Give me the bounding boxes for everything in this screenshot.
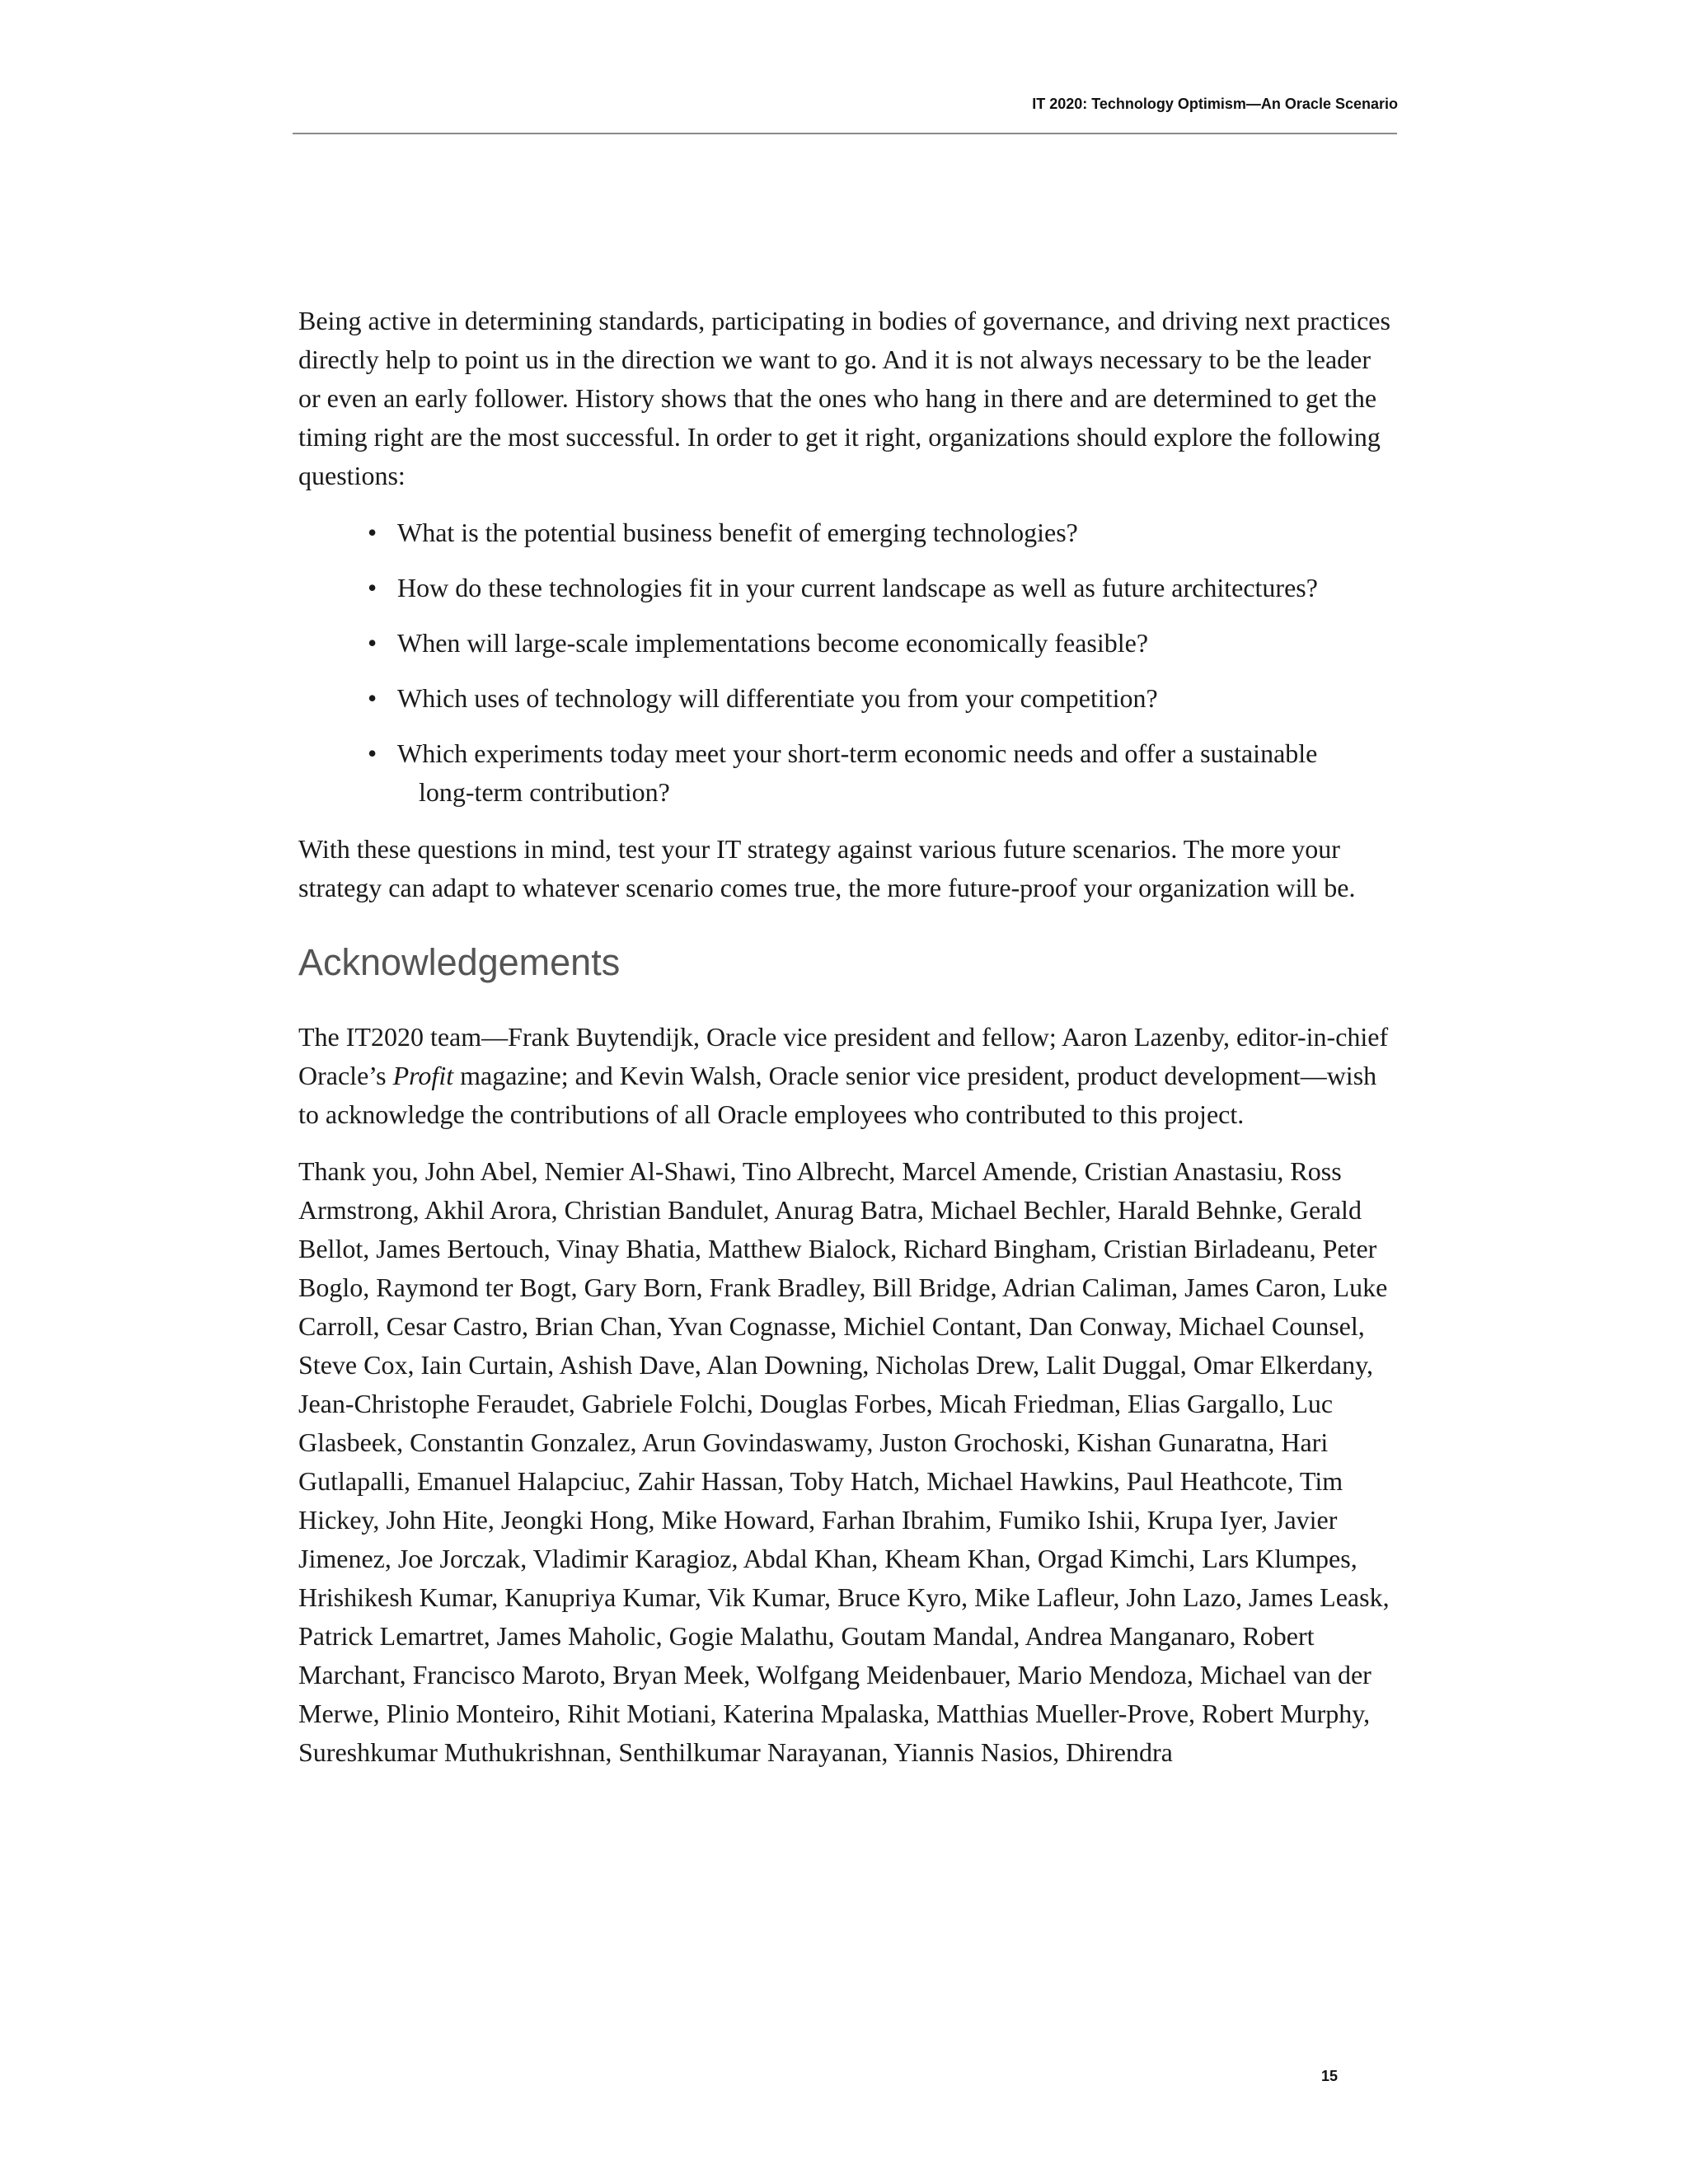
page-number: 15	[1321, 2068, 1339, 2084]
thanks-paragraph: Thank you, John Abel, Nemier Al-Shawi, Tino Albrecht, Marcel Amende, Cristian Anastasiu, Ross Armstrong, Akhil Arora, Christian Bandulet, Anurag Batra, Michael Bechler, Harald Behnke, Gerald Bellot, James Bertouch, Vinay Bhatia, Matthew Bialock, Richard Bingham, Cristian Birladeanu, Peter Boglo, Raymond ter Bogt, Gary Born, Frank Bradley, Bill Bridge, Adrian Caliman, James Caron, Luke Carroll, Cesar Castro, Brian Chan, Yvan Cognasse, Michiel Contant, Dan Conway, Michael Counsel, Steve Cox, Iain Curtain, Ashish Dave, Alan Downing, Nicholas Drew, Lalit Duggal, Omar Elkerdany, Jean-Christophe Feraudet, Gabriele Folchi, Douglas Forbes, Micah Friedman, Elias Gargallo, Luc Glasbeek, Constantin Gonzalez, Arun Govindaswamy, Juston Grochoski, Kishan Gunaratna, Hari Gutlapalli, Emanuel Halapciuc, Zahir Hassan, Toby Hatch, Michael Hawkins, Paul Heathcote, Tim Hickey, John Hite, Jeongki Hong, Mike Howard, Farhan Ibrahim, Fumiko Ishii, Krupa Iyer, Javier Jimenez, Joe Jorczak, Vladimir Karagioz, Abdal Khan, Kheam Khan, Orgad Kimchi, Lars Klumpes, Hrishikesh Kumar, Kanupriya Kumar, Vik Kumar, Bruce Kyro, Mike Lafleur, John Lazo, James Leask, Patrick Lemartret, James Maholic, Gogie Malathu, Goutam Mandal, Andrea Manganaro, Robert Marchant, Francisco Maroto, Bryan Meek, Wolfgang Meidenbauer, Mario Mendoza, Michael van der Merwe, Plinio Monteiro, Rihit Motiani, Katerina Mpalaska, Matthias Mueller-Prove, Robert Murphy, Sureshkumar Muthukrishnan, Senthilkumar Narayanan, Yiannis Nasios, Dhirendra	[298, 1156, 1390, 1767]
closing-paragraph: With these questions in mind, test your IT strategy against various future scenarios. The more your strategy can adapt to whatever scenario comes true, the more future-proof your organization will be.	[298, 834, 1356, 902]
team-text-before: The IT2020 team—Frank Buytendijk, Oracle vice president and fellow; Aaron Lazenby, editor-in-chief Oracle’s	[298, 1022, 1389, 1090]
bullet-icon: •	[368, 738, 377, 768]
question-item	[368, 513, 1398, 552]
question-text: When will large-scale implementations become economically feasible?	[397, 628, 1149, 658]
bullet-icon: •	[368, 683, 377, 713]
page-body	[298, 302, 1398, 1790]
header-divider	[293, 133, 1397, 134]
bullet-icon: •	[368, 628, 377, 658]
question-text-line2: long-term contribution?	[419, 777, 670, 807]
intro-paragraph: Being active in determining standards, participating in bodies of governance, and driving next practices directly help to point us in the direction we want to go. And it is not always necessary to be the leader or even an early follower. History shows that the ones who hang in there and are determined to get the timing right are the most successful. In order to get it right, organizations should explore the following questions:	[298, 306, 1390, 490]
team-text-after: magazine; and Kevin Walsh, Oracle senior vice president, product development—wish to acknowledge the contributions of all Oracle employees who contributed to this project.	[298, 1061, 1377, 1129]
team-paragraph	[298, 1018, 1398, 1134]
bullet-icon: •	[368, 518, 377, 547]
running-header-title: IT 2020: Technology Optimism—An Oracle Scenario	[1032, 96, 1398, 112]
question-text: How do these technologies fit in your current landscape as well as future architectures?	[397, 573, 1318, 602]
question-item	[368, 569, 1398, 607]
question-item	[368, 679, 1398, 718]
question-item	[368, 734, 1398, 812]
magazine-title: Profit	[392, 1061, 454, 1090]
questions-list	[298, 513, 1398, 812]
question-item	[368, 624, 1398, 663]
question-text: Which uses of technology will differentiate you from your competition?	[397, 683, 1158, 713]
question-text-line1: Which experiments today meet your short-term economic needs and offer a sustainable	[397, 738, 1318, 768]
question-text: What is the potential business benefit of emerging technologies?	[397, 518, 1078, 547]
acknowledgements-heading: Acknowledgements	[298, 941, 621, 983]
bullet-icon: •	[368, 573, 377, 602]
